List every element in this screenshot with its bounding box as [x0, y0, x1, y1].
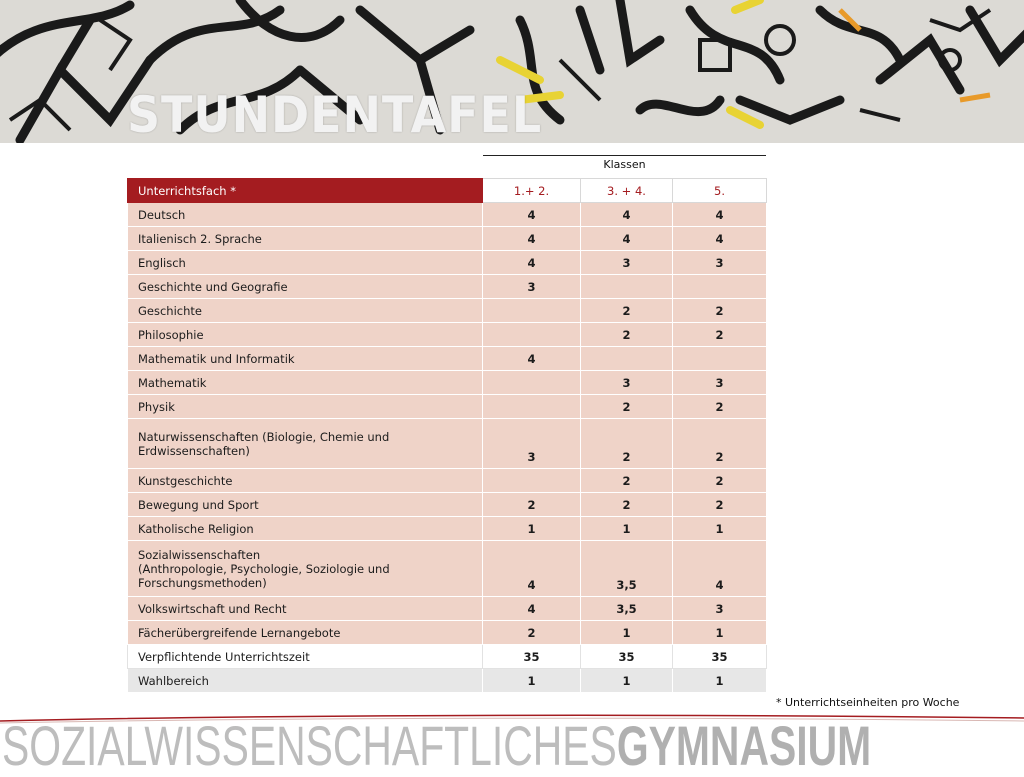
header-col-1-2: 1.+ 2. [483, 179, 581, 203]
klassen-rule [483, 155, 766, 156]
row-value: 3 [581, 251, 673, 275]
row-subject: Mathematik [128, 371, 483, 395]
row-subject: Kunstgeschichte [128, 469, 483, 493]
row-value: 4 [673, 227, 767, 251]
row-subject-line: (Anthropologie, Psychologie, Soziologie und [138, 561, 390, 576]
row-value [483, 299, 581, 323]
row-value: 1 [673, 517, 767, 541]
table-row [128, 347, 767, 371]
table-row [128, 517, 767, 541]
row-value: 3 [673, 597, 767, 621]
row-value: 2 [581, 493, 673, 517]
row-subject [128, 419, 483, 469]
row-value [483, 371, 581, 395]
row-value: 4 [483, 597, 581, 621]
table-row [128, 323, 767, 347]
elective-value: 1 [673, 669, 767, 693]
table-header-row [128, 179, 767, 203]
row-value: 4 [581, 227, 673, 251]
row-subject: Italienisch 2. Sprache [128, 227, 483, 251]
row-subject: Mathematik und Informatik [128, 347, 483, 371]
footer-name-light: SOZIALWISSENSCHAFTLICHES [2, 714, 617, 777]
table-row [128, 275, 767, 299]
elective-value: 1 [483, 669, 581, 693]
elective-subject: Wahlbereich [128, 669, 483, 693]
row-subject: Katholische Religion [128, 517, 483, 541]
total-value: 35 [483, 645, 581, 669]
timetable [127, 178, 767, 693]
table-row [128, 621, 767, 645]
row-value: 4 [673, 203, 767, 227]
elective-value: 1 [581, 669, 673, 693]
table-row [128, 597, 767, 621]
table-row [128, 541, 767, 597]
row-value: 3 [483, 419, 581, 469]
row-value: 3 [673, 371, 767, 395]
row-value: 1 [483, 517, 581, 541]
row-subject: Philosophie [128, 323, 483, 347]
row-subject [128, 541, 483, 597]
row-value [483, 469, 581, 493]
row-value: 2 [581, 299, 673, 323]
header-banner [0, 0, 1024, 143]
header-subject: Unterrichtsfach * [128, 179, 483, 203]
row-value: 3,5 [581, 597, 673, 621]
footnote: * Unterrichtseinheiten pro Woche [776, 696, 960, 709]
row-value: 2 [673, 419, 767, 469]
row-value: 2 [673, 395, 767, 419]
footer-name-bold: GYMNASIUM [616, 714, 872, 777]
row-value: 2 [581, 323, 673, 347]
row-value: 4 [483, 251, 581, 275]
row-value: 3,5 [581, 541, 673, 597]
klassen-header: Klassen [603, 158, 646, 171]
table-row [128, 227, 767, 251]
row-subject-line: Naturwissenschaften (Biologie, Chemie und [138, 429, 390, 444]
row-value: 2 [581, 419, 673, 469]
row-value: 2 [673, 469, 767, 493]
row-value: 2 [483, 493, 581, 517]
row-value: 4 [673, 541, 767, 597]
row-value: 4 [483, 227, 581, 251]
row-value [581, 347, 673, 371]
row-subject: Physik [128, 395, 483, 419]
row-value [581, 275, 673, 299]
row-value: 4 [483, 203, 581, 227]
row-subject: Englisch [128, 251, 483, 275]
table-row [128, 251, 767, 275]
banner-title: STUNDENTAFEL [127, 86, 543, 143]
total-row [128, 645, 767, 669]
table-row [128, 203, 767, 227]
row-subject: Geschichte und Geografie [128, 275, 483, 299]
row-value: 1 [673, 621, 767, 645]
row-value: 3 [581, 371, 673, 395]
row-value: 2 [673, 493, 767, 517]
row-value: 4 [483, 347, 581, 371]
row-value [673, 347, 767, 371]
row-value: 3 [483, 275, 581, 299]
table-row [128, 371, 767, 395]
row-value: 2 [673, 299, 767, 323]
total-value: 35 [581, 645, 673, 669]
row-value: 2 [581, 469, 673, 493]
table-row [128, 299, 767, 323]
row-value [483, 395, 581, 419]
row-value: 1 [581, 517, 673, 541]
table-row [128, 493, 767, 517]
row-subject: Bewegung und Sport [128, 493, 483, 517]
table-row [128, 395, 767, 419]
row-value: 2 [673, 323, 767, 347]
table-row [128, 469, 767, 493]
row-value: 4 [581, 203, 673, 227]
row-value: 3 [673, 251, 767, 275]
header-col-5: 5. [673, 179, 767, 203]
row-subject-line: Sozialwissenschaften [138, 547, 261, 562]
row-value: 4 [483, 541, 581, 597]
total-value: 35 [673, 645, 767, 669]
row-value: 2 [581, 395, 673, 419]
footer-school-name [2, 714, 872, 777]
header-col-3-4: 3. + 4. [581, 179, 673, 203]
table-row [128, 419, 767, 469]
row-value: 1 [581, 621, 673, 645]
row-subject: Geschichte [128, 299, 483, 323]
row-value [483, 323, 581, 347]
row-subject: Fächerübergreifende Lernangebote [128, 621, 483, 645]
row-subject: Volkswirtschaft und Recht [128, 597, 483, 621]
row-value: 2 [483, 621, 581, 645]
row-subject-line: Forschungsmethoden) [138, 575, 267, 590]
row-subject-line: Erdwissenschaften) [138, 443, 250, 458]
row-value [673, 275, 767, 299]
elective-row [128, 669, 767, 693]
row-subject: Deutsch [128, 203, 483, 227]
total-subject: Verpflichtende Unterrichtszeit [128, 645, 483, 669]
